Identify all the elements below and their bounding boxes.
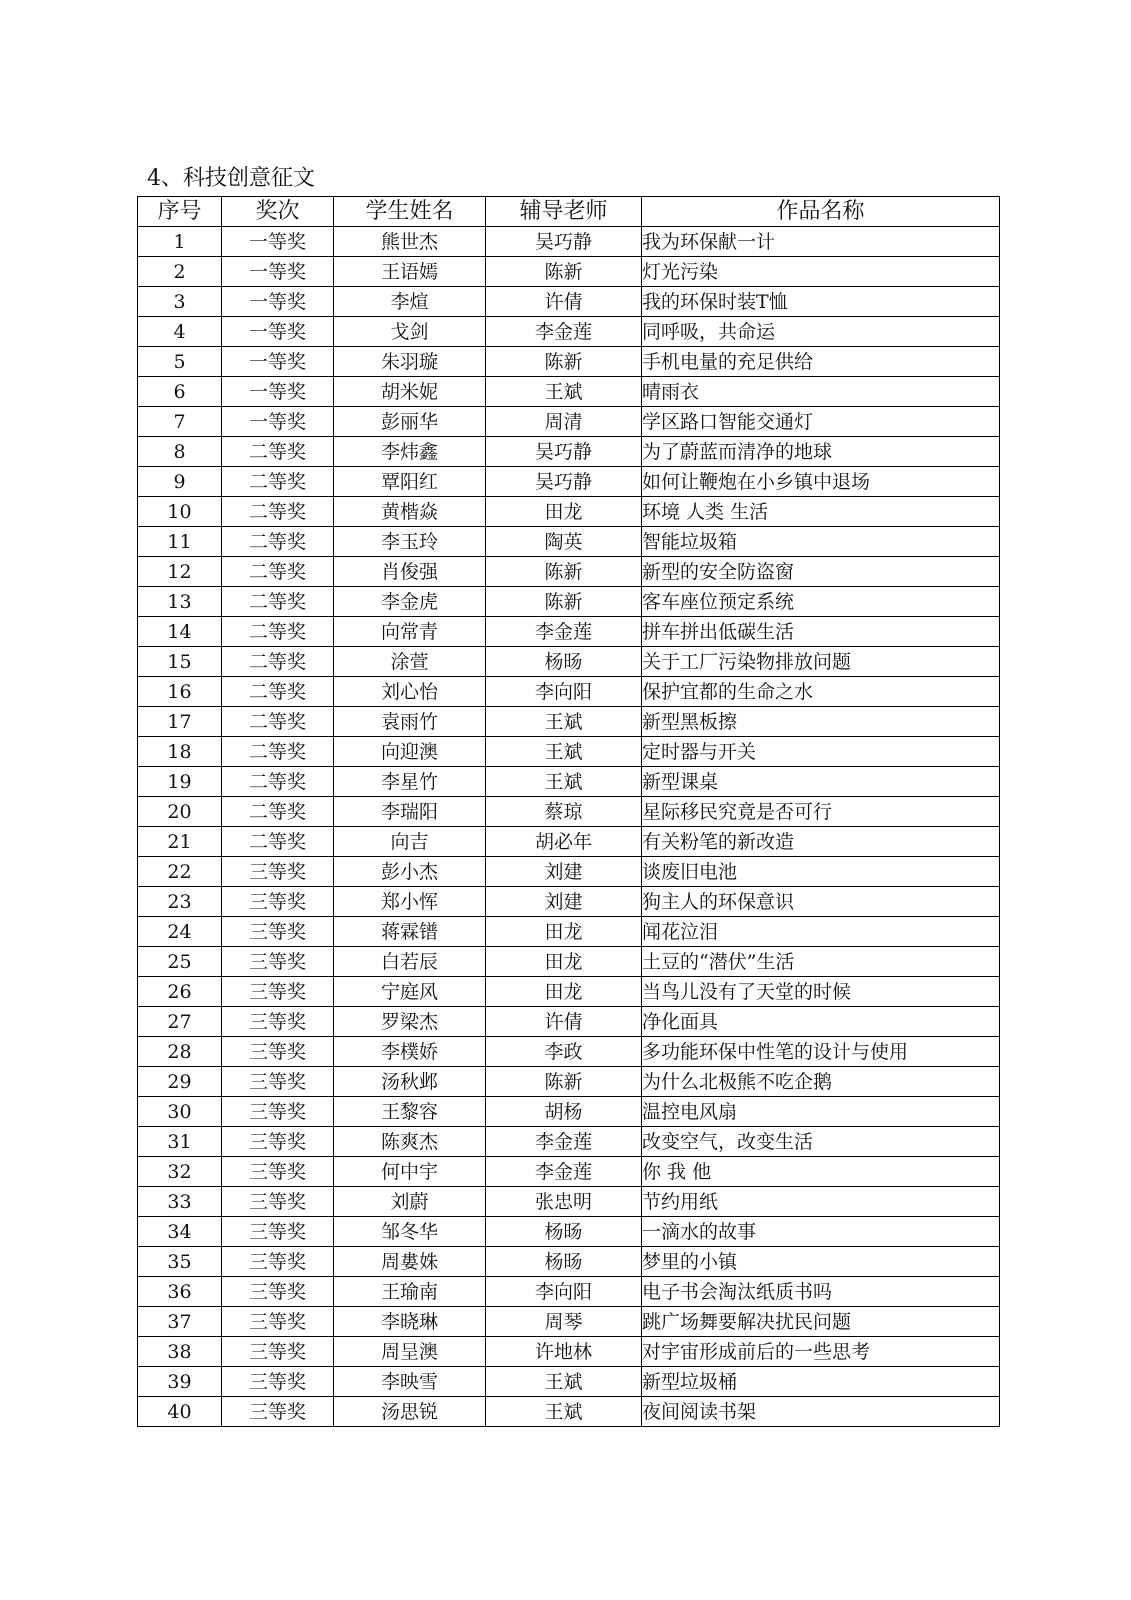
row-serial-number: 26	[138, 977, 222, 1007]
row-work-title: 多功能环保中性笔的设计与使用	[642, 1037, 1000, 1067]
row-advisor: 周清	[486, 407, 642, 437]
row-serial-number: 31	[138, 1127, 222, 1157]
row-advisor: 田龙	[486, 917, 642, 947]
table-row	[138, 527, 1000, 557]
row-work-title: 夜间阅读书架	[642, 1397, 1000, 1427]
table-row	[138, 617, 1000, 647]
row-advisor: 许倩	[486, 1007, 642, 1037]
row-advisor: 陈新	[486, 257, 642, 287]
row-work-title: 为了蔚蓝而清净的地球	[642, 437, 1000, 467]
row-serial-number: 12	[138, 557, 222, 587]
header-serial-number: 序号	[138, 197, 222, 227]
table-row	[138, 977, 1000, 1007]
row-award-level: 二等奖	[222, 437, 334, 467]
row-advisor: 吴巧静	[486, 227, 642, 257]
row-advisor: 陈新	[486, 557, 642, 587]
row-work-title: 你 我 他	[642, 1157, 1000, 1187]
table-row	[138, 317, 1000, 347]
row-serial-number: 40	[138, 1397, 222, 1427]
row-student-name: 李金虎	[334, 587, 486, 617]
row-student-name: 王语嫣	[334, 257, 486, 287]
row-serial-number: 36	[138, 1277, 222, 1307]
row-serial-number: 32	[138, 1157, 222, 1187]
table-row	[138, 1187, 1000, 1217]
row-award-level: 一等奖	[222, 407, 334, 437]
row-advisor: 王斌	[486, 377, 642, 407]
table-body	[138, 227, 1000, 1427]
row-advisor: 胡必年	[486, 827, 642, 857]
row-serial-number: 18	[138, 737, 222, 767]
row-student-name: 刘蔚	[334, 1187, 486, 1217]
row-student-name: 李炜鑫	[334, 437, 486, 467]
row-advisor: 吴巧静	[486, 437, 642, 467]
row-award-level: 三等奖	[222, 977, 334, 1007]
header-award-level: 奖次	[222, 197, 334, 227]
table-row	[138, 287, 1000, 317]
row-serial-number: 3	[138, 287, 222, 317]
row-advisor: 周琴	[486, 1307, 642, 1337]
table-row	[138, 1277, 1000, 1307]
row-serial-number: 20	[138, 797, 222, 827]
row-work-title: 智能垃圾箱	[642, 527, 1000, 557]
row-advisor: 许倩	[486, 287, 642, 317]
row-student-name: 李樸娇	[334, 1037, 486, 1067]
table-row	[138, 407, 1000, 437]
row-work-title: 温控电风扇	[642, 1097, 1000, 1127]
row-work-title: 如何让鞭炮在小乡镇中退场	[642, 467, 1000, 497]
table-row	[138, 377, 1000, 407]
header-work-title: 作品名称	[642, 197, 1000, 227]
row-work-title: 我为环保献一计	[642, 227, 1000, 257]
row-student-name: 蒋霖镨	[334, 917, 486, 947]
row-student-name: 白若辰	[334, 947, 486, 977]
row-award-level: 二等奖	[222, 707, 334, 737]
row-student-name: 王瑜南	[334, 1277, 486, 1307]
row-award-level: 三等奖	[222, 917, 334, 947]
row-advisor: 李金莲	[486, 1127, 642, 1157]
table-row	[138, 1127, 1000, 1157]
row-serial-number: 27	[138, 1007, 222, 1037]
row-award-level: 二等奖	[222, 617, 334, 647]
row-advisor: 许地林	[486, 1337, 642, 1367]
row-advisor: 陈新	[486, 587, 642, 617]
row-work-title: 梦里的小镇	[642, 1247, 1000, 1277]
table-row	[138, 1247, 1000, 1277]
row-serial-number: 2	[138, 257, 222, 287]
table-row	[138, 917, 1000, 947]
row-work-title: 为什么北极熊不吃企鹅	[642, 1067, 1000, 1097]
header-advisor: 辅导老师	[486, 197, 642, 227]
table-row	[138, 1037, 1000, 1067]
row-serial-number: 10	[138, 497, 222, 527]
row-work-title: 新型黑板擦	[642, 707, 1000, 737]
table-row	[138, 1067, 1000, 1097]
table-header-row	[138, 197, 1000, 227]
row-student-name: 李映雪	[334, 1367, 486, 1397]
row-work-title: 关于工厂污染物排放问题	[642, 647, 1000, 677]
row-award-level: 一等奖	[222, 317, 334, 347]
row-award-level: 二等奖	[222, 497, 334, 527]
row-serial-number: 13	[138, 587, 222, 617]
row-serial-number: 9	[138, 467, 222, 497]
row-advisor: 李金莲	[486, 1157, 642, 1187]
table-row	[138, 737, 1000, 767]
row-student-name: 彭丽华	[334, 407, 486, 437]
row-student-name: 周呈澳	[334, 1337, 486, 1367]
row-advisor: 王斌	[486, 1367, 642, 1397]
row-serial-number: 23	[138, 887, 222, 917]
row-serial-number: 21	[138, 827, 222, 857]
row-student-name: 王黎容	[334, 1097, 486, 1127]
row-award-level: 二等奖	[222, 587, 334, 617]
row-student-name: 胡米妮	[334, 377, 486, 407]
row-serial-number: 33	[138, 1187, 222, 1217]
row-work-title: 环境 人类 生活	[642, 497, 1000, 527]
row-work-title: 电子书会淘汰纸质书吗	[642, 1277, 1000, 1307]
row-student-name: 邹冬华	[334, 1217, 486, 1247]
row-serial-number: 34	[138, 1217, 222, 1247]
table-row	[138, 1397, 1000, 1427]
row-award-level: 三等奖	[222, 1037, 334, 1067]
awards-table	[137, 196, 1000, 1427]
row-serial-number: 16	[138, 677, 222, 707]
row-advisor: 李金莲	[486, 317, 642, 347]
row-student-name: 肖俊强	[334, 557, 486, 587]
table-row	[138, 587, 1000, 617]
row-serial-number: 11	[138, 527, 222, 557]
row-work-title: 新型的安全防盗窗	[642, 557, 1000, 587]
row-serial-number: 28	[138, 1037, 222, 1067]
row-award-level: 三等奖	[222, 1337, 334, 1367]
row-award-level: 三等奖	[222, 857, 334, 887]
row-award-level: 二等奖	[222, 827, 334, 857]
row-award-level: 一等奖	[222, 377, 334, 407]
table-row	[138, 1007, 1000, 1037]
row-student-name: 李玉玲	[334, 527, 486, 557]
row-work-title: 保护宜都的生命之水	[642, 677, 1000, 707]
row-advisor: 张忠明	[486, 1187, 642, 1217]
row-serial-number: 22	[138, 857, 222, 887]
row-award-level: 三等奖	[222, 1367, 334, 1397]
row-advisor: 李金莲	[486, 617, 642, 647]
row-student-name: 黄楷焱	[334, 497, 486, 527]
row-advisor: 田龙	[486, 977, 642, 1007]
row-student-name: 覃阳红	[334, 467, 486, 497]
row-student-name: 罗梁杰	[334, 1007, 486, 1037]
row-work-title: 有关粉笔的新改造	[642, 827, 1000, 857]
row-work-title: 星际移民究竟是否可行	[642, 797, 1000, 827]
row-serial-number: 39	[138, 1367, 222, 1397]
row-work-title: 我的环保时装T恤	[642, 287, 1000, 317]
row-serial-number: 29	[138, 1067, 222, 1097]
row-work-title: 灯光污染	[642, 257, 1000, 287]
row-student-name: 李晓琳	[334, 1307, 486, 1337]
row-award-level: 一等奖	[222, 287, 334, 317]
row-award-level: 三等奖	[222, 1097, 334, 1127]
row-work-title: 对宇宙形成前后的一些思考	[642, 1337, 1000, 1367]
row-student-name: 向常青	[334, 617, 486, 647]
row-award-level: 二等奖	[222, 557, 334, 587]
table-row	[138, 797, 1000, 827]
row-award-level: 二等奖	[222, 467, 334, 497]
row-award-level: 三等奖	[222, 1277, 334, 1307]
table-row	[138, 347, 1000, 377]
row-student-name: 戈剑	[334, 317, 486, 347]
table-row	[138, 257, 1000, 287]
row-advisor: 王斌	[486, 707, 642, 737]
row-work-title: 定时器与开关	[642, 737, 1000, 767]
row-work-title: 净化面具	[642, 1007, 1000, 1037]
row-advisor: 王斌	[486, 737, 642, 767]
row-award-level: 二等奖	[222, 647, 334, 677]
table-row	[138, 1097, 1000, 1127]
row-student-name: 向迎澳	[334, 737, 486, 767]
row-award-level: 三等奖	[222, 1157, 334, 1187]
row-work-title: 拼车拼出低碳生活	[642, 617, 1000, 647]
row-student-name: 朱羽璇	[334, 347, 486, 377]
row-advisor: 李向阳	[486, 677, 642, 707]
row-work-title: 新型课桌	[642, 767, 1000, 797]
row-award-level: 一等奖	[222, 257, 334, 287]
table-row	[138, 947, 1000, 977]
row-student-name: 涂萱	[334, 647, 486, 677]
row-serial-number: 7	[138, 407, 222, 437]
row-student-name: 汤秋邺	[334, 1067, 486, 1097]
row-serial-number: 1	[138, 227, 222, 257]
row-award-level: 三等奖	[222, 1247, 334, 1277]
row-award-level: 二等奖	[222, 677, 334, 707]
row-student-name: 彭小杰	[334, 857, 486, 887]
row-award-level: 三等奖	[222, 947, 334, 977]
row-student-name: 宁庭风	[334, 977, 486, 1007]
row-serial-number: 35	[138, 1247, 222, 1277]
row-student-name: 李煊	[334, 287, 486, 317]
row-student-name: 周婁姝	[334, 1247, 486, 1277]
row-serial-number: 24	[138, 917, 222, 947]
table-row	[138, 707, 1000, 737]
row-award-level: 三等奖	[222, 1187, 334, 1217]
row-advisor: 杨旸	[486, 647, 642, 677]
row-work-title: 新型垃圾桶	[642, 1367, 1000, 1397]
row-advisor: 陈新	[486, 1067, 642, 1097]
row-award-level: 三等奖	[222, 1067, 334, 1097]
header-student-name: 学生姓名	[334, 197, 486, 227]
table-row	[138, 437, 1000, 467]
row-advisor: 王斌	[486, 767, 642, 797]
row-work-title: 跳广场舞要解决扰民问题	[642, 1307, 1000, 1337]
row-award-level: 三等奖	[222, 887, 334, 917]
row-award-level: 三等奖	[222, 1307, 334, 1337]
row-serial-number: 19	[138, 767, 222, 797]
row-award-level: 三等奖	[222, 1397, 334, 1427]
section-title: 4、科技创意征文	[147, 166, 315, 191]
row-student-name: 向吉	[334, 827, 486, 857]
row-advisor: 胡杨	[486, 1097, 642, 1127]
row-work-title: 客车座位预定系统	[642, 587, 1000, 617]
row-student-name: 汤思锐	[334, 1397, 486, 1427]
row-advisor: 杨旸	[486, 1247, 642, 1277]
table-row	[138, 1367, 1000, 1397]
row-advisor: 田龙	[486, 947, 642, 977]
row-work-title: 土豆的“潜伏”生活	[642, 947, 1000, 977]
row-advisor: 李政	[486, 1037, 642, 1067]
row-student-name: 熊世杰	[334, 227, 486, 257]
table-row	[138, 467, 1000, 497]
row-work-title: 同呼吸，共命运	[642, 317, 1000, 347]
row-work-title: 节约用纸	[642, 1187, 1000, 1217]
row-serial-number: 25	[138, 947, 222, 977]
row-work-title: 学区路口智能交通灯	[642, 407, 1000, 437]
row-serial-number: 8	[138, 437, 222, 467]
row-work-title: 谈废旧电池	[642, 857, 1000, 887]
row-award-level: 三等奖	[222, 1007, 334, 1037]
row-serial-number: 30	[138, 1097, 222, 1127]
table-row	[138, 497, 1000, 527]
row-advisor: 刘建	[486, 857, 642, 887]
row-award-level: 二等奖	[222, 737, 334, 767]
row-advisor: 陶英	[486, 527, 642, 557]
row-award-level: 三等奖	[222, 1127, 334, 1157]
table-row	[138, 1307, 1000, 1337]
table-row	[138, 677, 1000, 707]
row-award-level: 一等奖	[222, 347, 334, 377]
table-row	[138, 857, 1000, 887]
row-award-level: 二等奖	[222, 767, 334, 797]
row-serial-number: 5	[138, 347, 222, 377]
table-row	[138, 887, 1000, 917]
row-serial-number: 17	[138, 707, 222, 737]
row-work-title: 狗主人的环保意识	[642, 887, 1000, 917]
row-student-name: 郑小恽	[334, 887, 486, 917]
row-student-name: 何中宇	[334, 1157, 486, 1187]
row-student-name: 李星竹	[334, 767, 486, 797]
row-advisor: 蔡琼	[486, 797, 642, 827]
row-work-title: 当鸟儿没有了天堂的时候	[642, 977, 1000, 1007]
row-work-title: 一滴水的故事	[642, 1217, 1000, 1247]
row-student-name: 袁雨竹	[334, 707, 486, 737]
row-award-level: 二等奖	[222, 797, 334, 827]
row-advisor: 王斌	[486, 1397, 642, 1427]
table-row	[138, 827, 1000, 857]
row-serial-number: 14	[138, 617, 222, 647]
table-row	[138, 1157, 1000, 1187]
row-serial-number: 37	[138, 1307, 222, 1337]
table-row	[138, 227, 1000, 257]
row-serial-number: 38	[138, 1337, 222, 1367]
row-work-title: 晴雨衣	[642, 377, 1000, 407]
row-serial-number: 4	[138, 317, 222, 347]
row-student-name: 陈爽杰	[334, 1127, 486, 1157]
row-work-title: 手机电量的充足供给	[642, 347, 1000, 377]
table-row	[138, 557, 1000, 587]
table-row	[138, 767, 1000, 797]
table-row	[138, 647, 1000, 677]
row-serial-number: 15	[138, 647, 222, 677]
table-row	[138, 1337, 1000, 1367]
row-award-level: 一等奖	[222, 227, 334, 257]
row-advisor: 刘建	[486, 887, 642, 917]
row-student-name: 李瑞阳	[334, 797, 486, 827]
row-student-name: 刘心怡	[334, 677, 486, 707]
row-advisor: 李向阳	[486, 1277, 642, 1307]
row-work-title: 改变空气，改变生活	[642, 1127, 1000, 1157]
row-work-title: 闻花泣泪	[642, 917, 1000, 947]
row-award-level: 二等奖	[222, 527, 334, 557]
row-advisor: 田龙	[486, 497, 642, 527]
table-row	[138, 1217, 1000, 1247]
row-award-level: 三等奖	[222, 1217, 334, 1247]
row-advisor: 陈新	[486, 347, 642, 377]
row-advisor: 吴巧静	[486, 467, 642, 497]
row-serial-number: 6	[138, 377, 222, 407]
row-advisor: 杨旸	[486, 1217, 642, 1247]
